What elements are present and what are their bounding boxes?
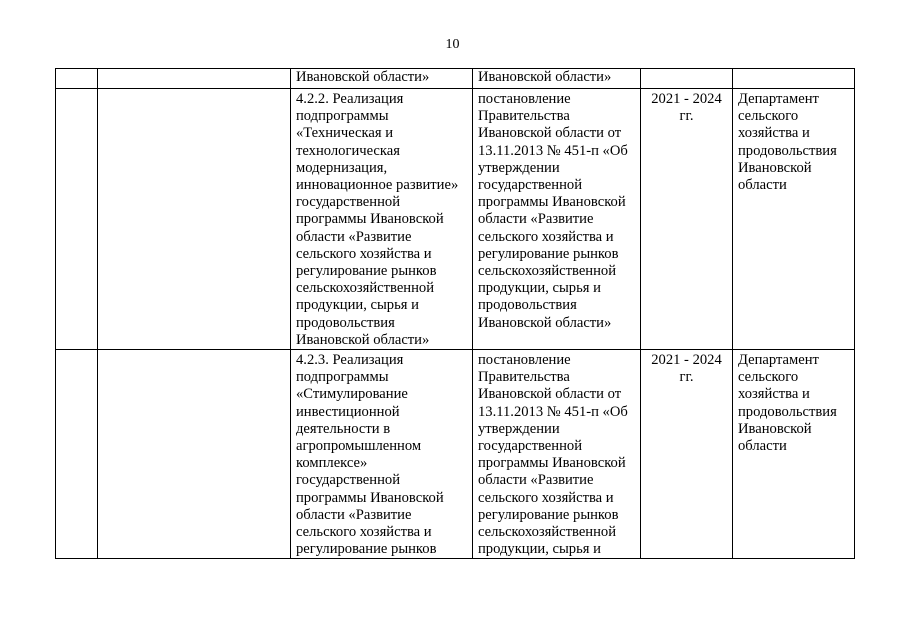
table-row (56, 69, 855, 89)
cell-task (98, 69, 291, 89)
cell-period: 2021 - 2024 гг. (641, 89, 733, 350)
cell-document: постановление Правительства Ивановской области от 13.11.2013 № 451-п «Об утверждении государственной программы Ивановской области «Развитие сельского хозяйства и регулирование рынков сельскохозяйственной продукции, сырья и (473, 350, 641, 559)
table-row (56, 89, 855, 350)
table-row (56, 350, 855, 559)
cell-document: Ивановской области» (473, 69, 641, 89)
cell-document: постановление Правительства Ивановской области от 13.11.2013 № 451-п «Об утверждении государственной программы Ивановской области «Развитие сельского хозяйства и регулирование рынков сельскохозяйственной продукции, сырья и продовольствия Ивановской области» (473, 89, 641, 350)
cell-period: 2021 - 2024 гг. (641, 350, 733, 559)
cell-measure: 4.2.3. Реализация подпрограммы «Стимулирование инвестиционной деятельности в агропромышленном комплексе» государственной программы Ивановской области «Развитие сельского хозяйства и регулирование рынков (291, 350, 473, 559)
cell-measure: 4.2.2. Реализация подпрограммы «Техническая и технологическая модернизация, инновационное развитие» государственной программы Ивановской области «Развитие сельского хозяйства и регулирование рынков сельскохозяйственной продукции, сырья и продовольствия Ивановской области» (291, 89, 473, 350)
cell-number (56, 89, 98, 350)
cell-task (98, 350, 291, 559)
cell-measure: Ивановской области» (291, 69, 473, 89)
cell-task (98, 89, 291, 350)
page-number: 10 (445, 37, 460, 52)
measures-table (55, 68, 855, 559)
cell-number (56, 69, 98, 89)
cell-number (56, 350, 98, 559)
cell-executor: Департамент сельского хозяйства и продовольствия Ивановской области (733, 89, 855, 350)
cell-period (641, 69, 733, 89)
cell-executor: Департамент сельского хозяйства и продовольствия Ивановской области (733, 350, 855, 559)
cell-executor (733, 69, 855, 89)
